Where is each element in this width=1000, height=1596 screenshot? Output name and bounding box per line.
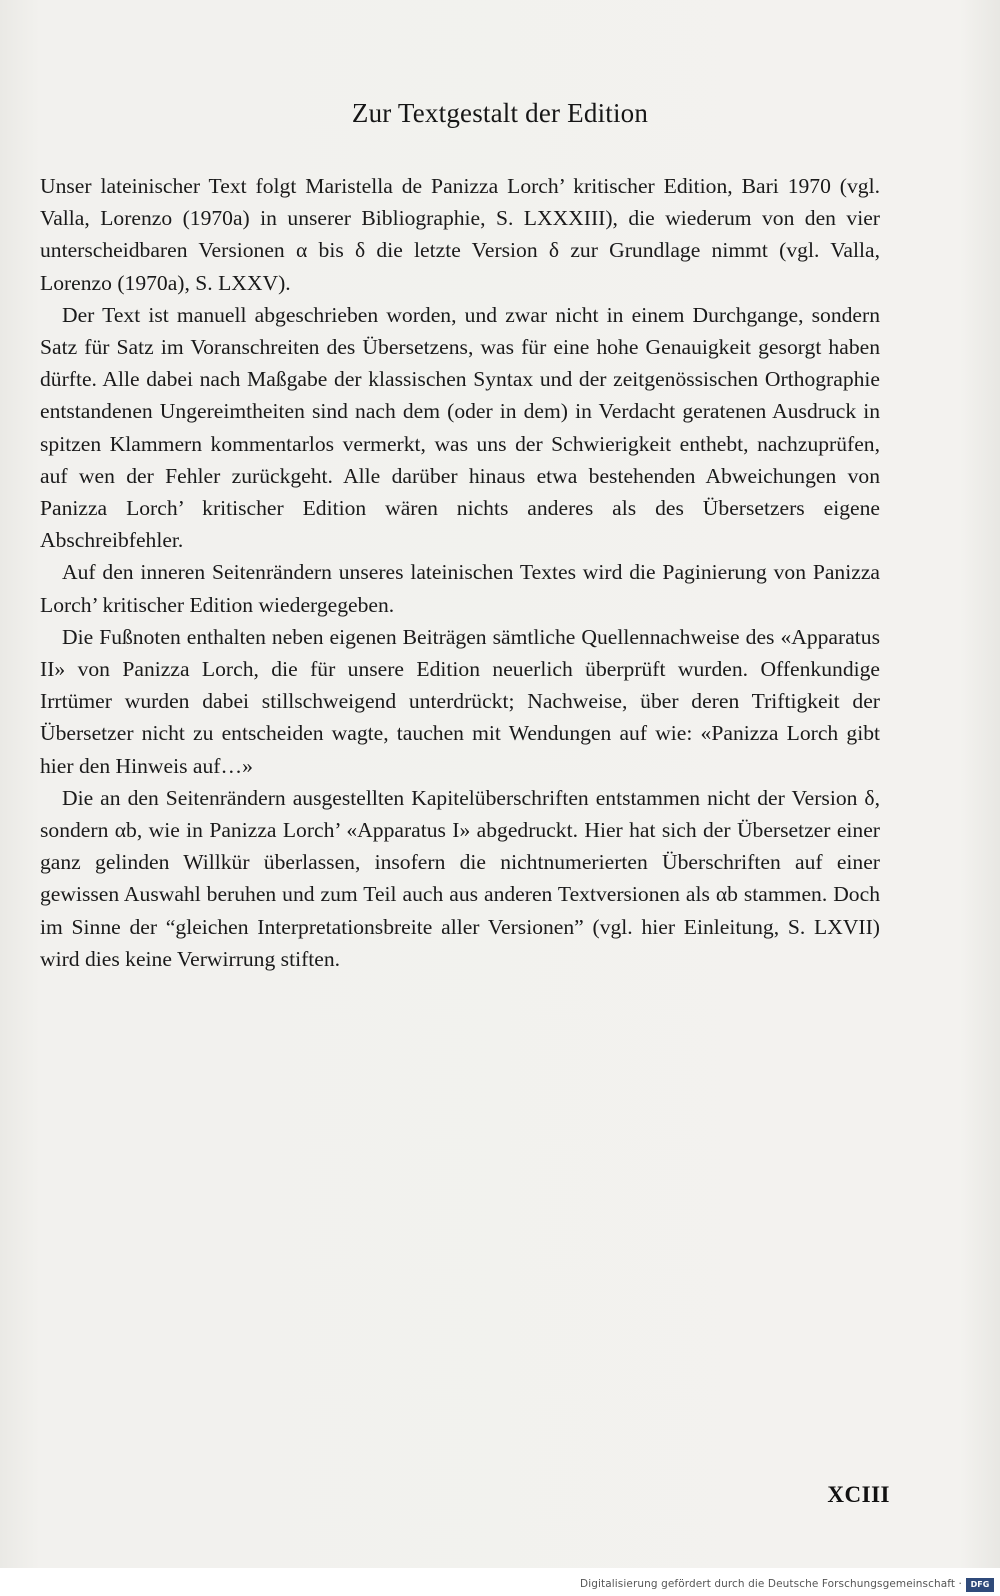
- paragraph-4: Die Fußnoten enthalten neben eigenen Beiträgen sämtliche Quellennachweise des «Apparatus II» von Panizza Lorch, die für unsere Edition neuerlich überprüft wurden. Offenkundige Irrtümer wurden dabei stillschweigend unterdrückt; Nachweise, über deren Triftigkeit der Übersetzer nicht zu entscheiden wagte, tauchen mit Wendungen auf wie: «Panizza Lorch gibt hier den Hinweis auf…»: [40, 624, 880, 778]
- funding-credit: Digitalisierung gefördert durch die Deutsche Forschungsgemeinschaft ·: [580, 1578, 962, 1590]
- dfg-logo: DFG: [966, 1578, 994, 1592]
- digitization-footer: [0, 1568, 1000, 1596]
- page-number: XCIII: [827, 1482, 890, 1507]
- paragraph-1: Unser lateinischer Text folgt Maristella de Panizza Lorch’ kritischer Edition, Bari 1970 (vgl. Valla, Lorenzo (1970a) in unserer Bibliographie, S. LXXXIII), die wiederum von den vier unterscheidbaren Versionen α bis δ die letzte Version δ zur Grundlage nimmt (vgl. Valla, Lorenzo (1970a), S. LXXV).: [40, 174, 880, 295]
- paragraph-2: Der Text ist manuell abgeschrieben worden, und zwar nicht in einem Durchgange, sondern Satz für Satz im Voranschreiten des Übersetzens, was für eine hohe Genauigkeit gesorgt haben dürfte. Alle dabei nach Maßgabe der klassischen Syntax und der zeitgenössischen Orthographie entstandenen Ungereimtheiten sind nach dem (oder in dem) in Verdacht geratenen Ausdruck in spitzen Klammern kommentarlos vermerkt, was uns der Schwierigkeit enthebt, nachzuprüfen, auf wen der Fehler zurückgeht. Alle darüber hinaus etwa bestehenden Abweichungen von Panizza Lorch’ kritischer Edition wären nichts anderes als des Übersetzers eigene Abschreibfehler.: [40, 302, 880, 553]
- body-text: [40, 170, 880, 975]
- section-title: Zur Textgestalt der Edition: [351, 98, 649, 128]
- paragraph-3: Auf den inneren Seitenrändern unseres lateinischen Textes wird die Paginierung von Panizza Lorch’ kritischer Edition wiedergegeben.: [40, 560, 880, 617]
- paragraph-5: Die an den Seitenrändern ausgestellten Kapitelüberschriften entstammen nicht der Version δ, sondern αb, wie in Panizza Lorch’ «Apparatus I» abgedruckt. Hier hat sich der Übersetzer einer ganz gelinden Willkür überlassen, insofern die nichtnumerierten Überschriften auf einer gewissen Auswahl beruhen und zum Teil auch aus anderen Textversionen als αb stammen. Doch im Sinne der “gleichen Interpretationsbreite aller Versionen” (vgl. hier Einleitung, S. LXVII) wird dies keine Verwirrung stiften.: [40, 785, 880, 971]
